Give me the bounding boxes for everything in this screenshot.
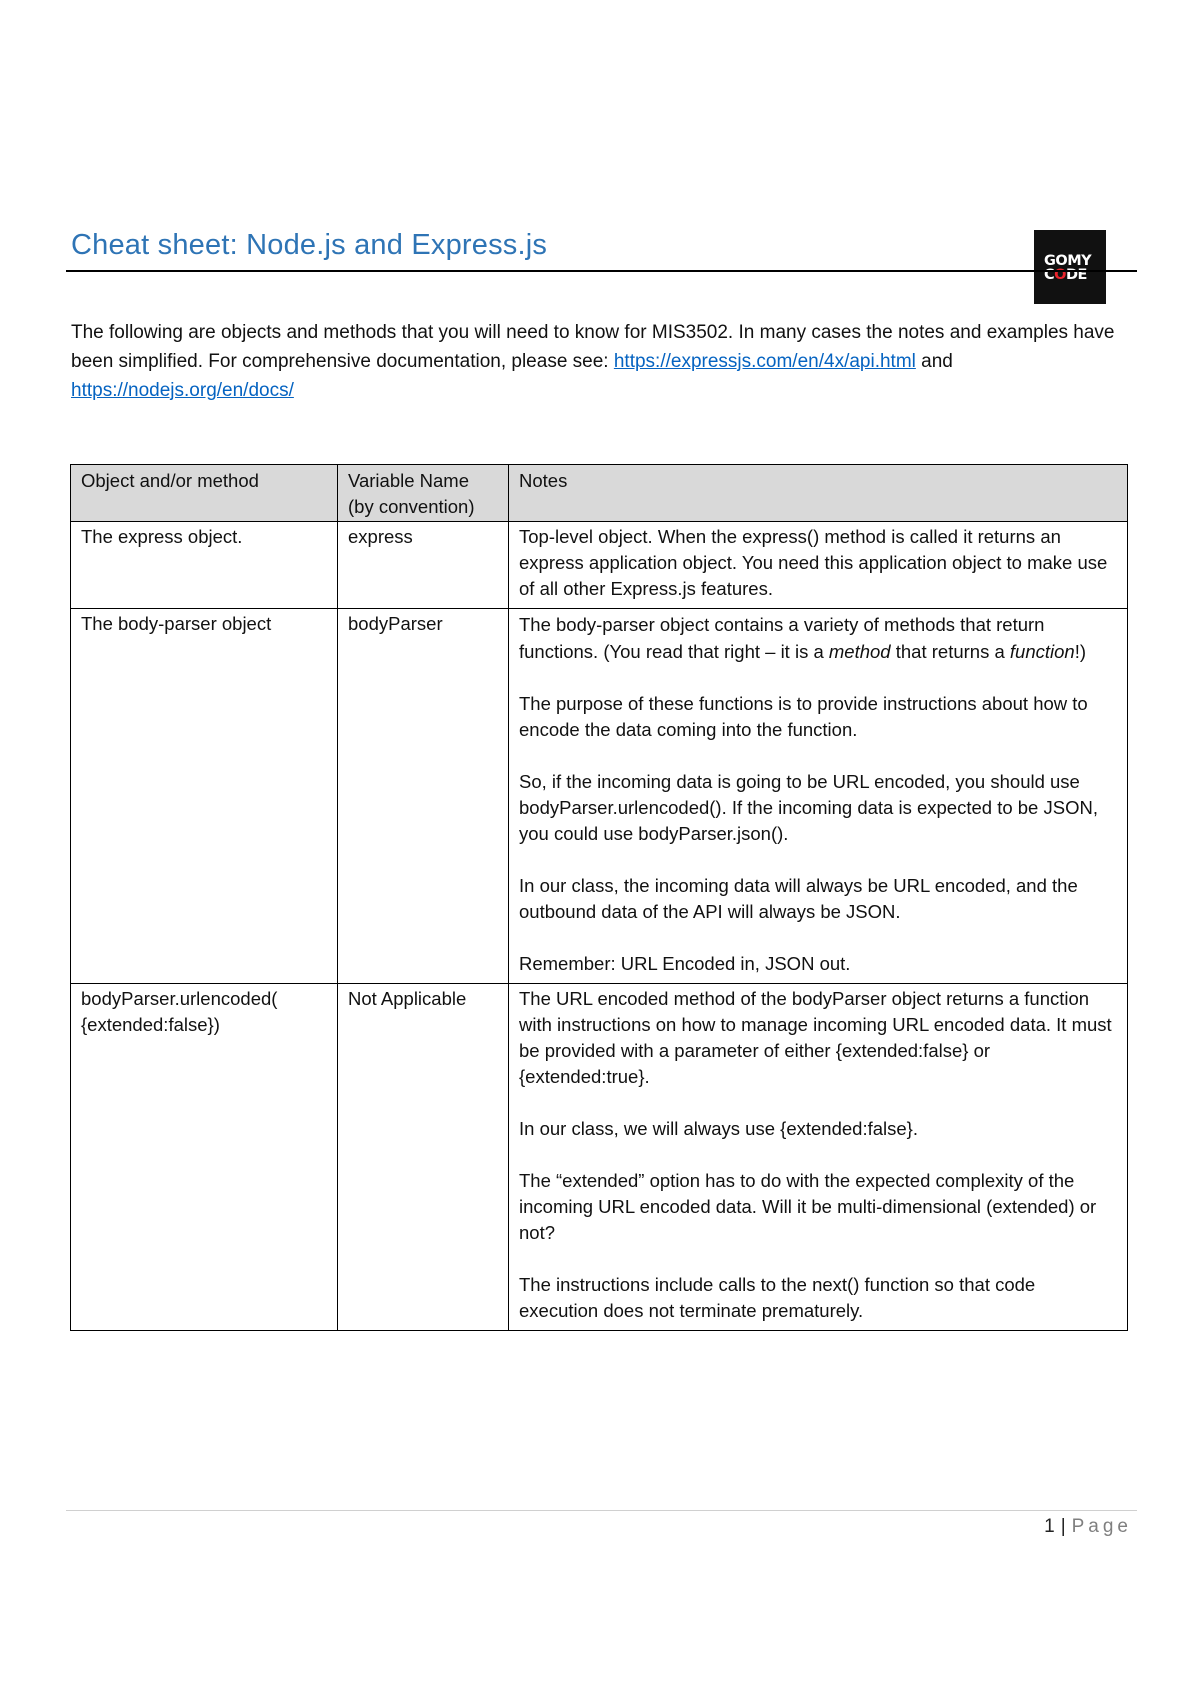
note-paragraph: So, if the incoming data is going to be URL encoded, you should use bodyParser.urlencoded(). If the incoming data is expected to be JSON, you could use bodyParser.json(). [519,771,1098,844]
note-paragraph: The “extended” option has to do with the expected complexity of the incoming URL encoded data. Will it be multi-dimensional (extended) or not? [519,1170,1097,1243]
footer-divider [66,1510,1137,1511]
note-paragraph: Top-level object. When the express() method is called it returns an express application object. You need this application object to make use of all other Express.js features. [519,526,1108,599]
title-divider [66,270,1137,272]
row-variable: express [338,522,509,609]
row-object-line1: bodyParser.urlencoded( [81,988,278,1009]
row-object: The express object. [71,522,338,609]
note-paragraph: In our class, the incoming data will always be URL encoded, and the outbound data of the API will always be JSON. [519,875,1078,922]
footer-separator: | [1060,1516,1066,1537]
table-header-row [71,465,1128,522]
note-paragraph: In our class, we will always use {extended:false}. [519,1118,918,1139]
logo-line-1: GOMY [1044,253,1092,269]
gomycode-logo [1034,230,1106,304]
intro-paragraph [71,318,1131,405]
intro-and: and [915,351,953,372]
row-notes [509,609,1128,984]
row-notes [509,522,1128,609]
row-variable: Not Applicable [338,984,509,1331]
note-text: !) [1074,641,1087,662]
header-variable-name [338,465,509,522]
row-object [71,984,338,1331]
cheat-sheet-table [70,464,1128,1331]
note-paragraph [519,611,1118,665]
note-text: that returns a [890,641,1010,662]
page-footer [1044,1516,1132,1538]
note-paragraph: Remember: URL Encoded in, JSON out. [519,953,851,974]
row-object-line2: {extended:false}) [81,1014,220,1035]
row-variable: bodyParser [338,609,509,984]
table-row [71,984,1128,1331]
header-object-method: Object and/or method [71,465,338,522]
note-paragraph: The purpose of these functions is to provide instructions about how to encode the data coming into the function. [519,693,1088,740]
header-variable-name-line2: (by convention) [348,496,475,517]
note-emphasis: method [828,641,891,662]
page-number: 1 [1044,1516,1055,1537]
note-text: The body-parser object contains a variety of methods that return functions. (You read that right – it is a [519,614,1045,662]
logo-letter-c: C [1044,267,1055,283]
table-row [71,522,1128,609]
logo-letters-de: DE [1065,267,1087,283]
page-title: Cheat sheet: Node.js and Express.js [71,229,548,261]
note-paragraph: The instructions include calls to the next() function so that code execution does not terminate prematurely. [519,1274,1036,1321]
table-row [71,609,1128,984]
logo-letter-o: O [1054,267,1066,283]
row-object: The body-parser object [71,609,338,984]
header-variable-name-line1: Variable Name [348,470,469,491]
note-paragraph: The URL encoded method of the bodyParser object returns a function with instructions on how to manage incoming URL encoded data. It must be provided with a parameter of either {extended:false} or {extended:true}. [519,988,1112,1087]
page-label: Page [1071,1516,1132,1537]
nodejs-docs-link[interactable]: https://nodejs.org/en/docs/ [71,380,294,401]
header-notes: Notes [509,465,1128,522]
intro-text: The following are objects and methods that you will need to know for MIS3502. In many cases the notes and examples have been simplified. For comprehensive documentation, please see: [71,322,1115,372]
expressjs-docs-link[interactable]: https://expressjs.com/en/4x/api.html [613,351,916,372]
row-notes [509,984,1128,1331]
note-emphasis: function [1009,641,1075,662]
